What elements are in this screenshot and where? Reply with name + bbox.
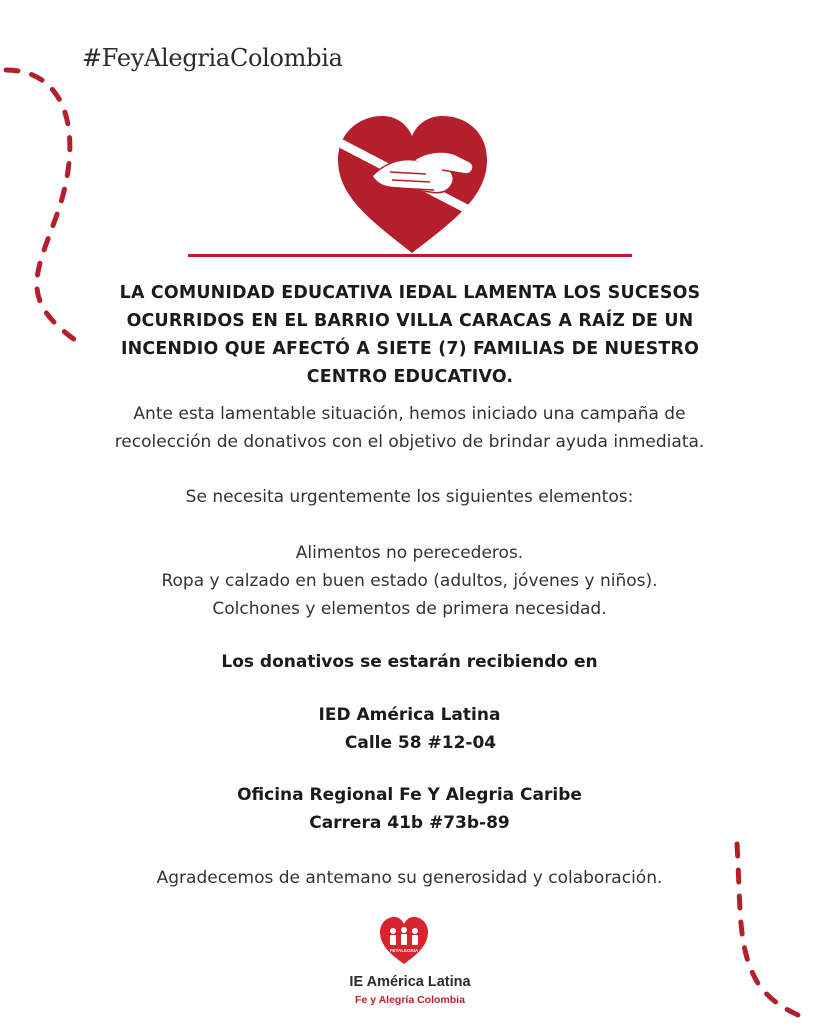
location-1	[20, 701, 799, 757]
footer-subtitle: Fe y Alegría Colombia	[355, 994, 465, 1006]
heart-handshake-icon	[330, 108, 495, 258]
headline-line: LA COMUNIDAD EDUCATIVA IEDAL LAMENTA LOS SUCESOS	[119, 283, 701, 303]
hashtag: #FeyAlegriaColombia	[82, 44, 343, 72]
needs-intro: Se necesita urgentemente los siguientes elementos:	[185, 487, 634, 507]
location-name: Oficina Regional Fe Y Alegria Caribe	[237, 785, 582, 805]
headline-line: INCENDIO QUE AFECTÓ A SIETE (7) FAMILIAS DE NUESTRO	[120, 339, 700, 359]
headline-line: OCURRIDOS EN EL BARRIO VILLA CARACAS A RAÍZ DE UN	[126, 311, 694, 331]
needs-list	[20, 539, 799, 623]
divider-line	[188, 254, 632, 257]
location-address: Carrera 41b #73b-89	[309, 813, 510, 833]
headline-line: CENTRO EDUCATIVO.	[306, 367, 514, 387]
list-item: Ropa y calzado en buen estado (adultos, jóvenes y niños).	[161, 571, 658, 591]
location-name: IED América Latina	[318, 705, 501, 725]
location-address: Calle 58 #12-04	[344, 733, 497, 753]
receiving-title: Los donativos se estarán recibiendo en	[221, 652, 598, 672]
headline	[60, 279, 760, 391]
intro-line: Ante esta lamentable situación, hemos iniciado una campaña de	[133, 404, 686, 424]
thanks-text: Agradecemos de antemano su generosidad y colaboración.	[156, 868, 663, 888]
intro-line: recolección de donativos con el objetivo de brindar ayuda inmediata.	[114, 432, 705, 452]
list-item: Alimentos no perecederos.	[295, 543, 524, 563]
location-2	[20, 781, 799, 837]
logo-text: FEYALEGRIA	[389, 948, 419, 953]
list-item: Colchones y elementos de primera necesidad.	[212, 599, 607, 619]
dashed-curve-decoration-right	[729, 830, 819, 1030]
fe-y-alegria-heart-logo	[378, 914, 430, 966]
intro-paragraph	[20, 400, 799, 456]
footer-school-name: IE América Latina	[349, 974, 471, 990]
